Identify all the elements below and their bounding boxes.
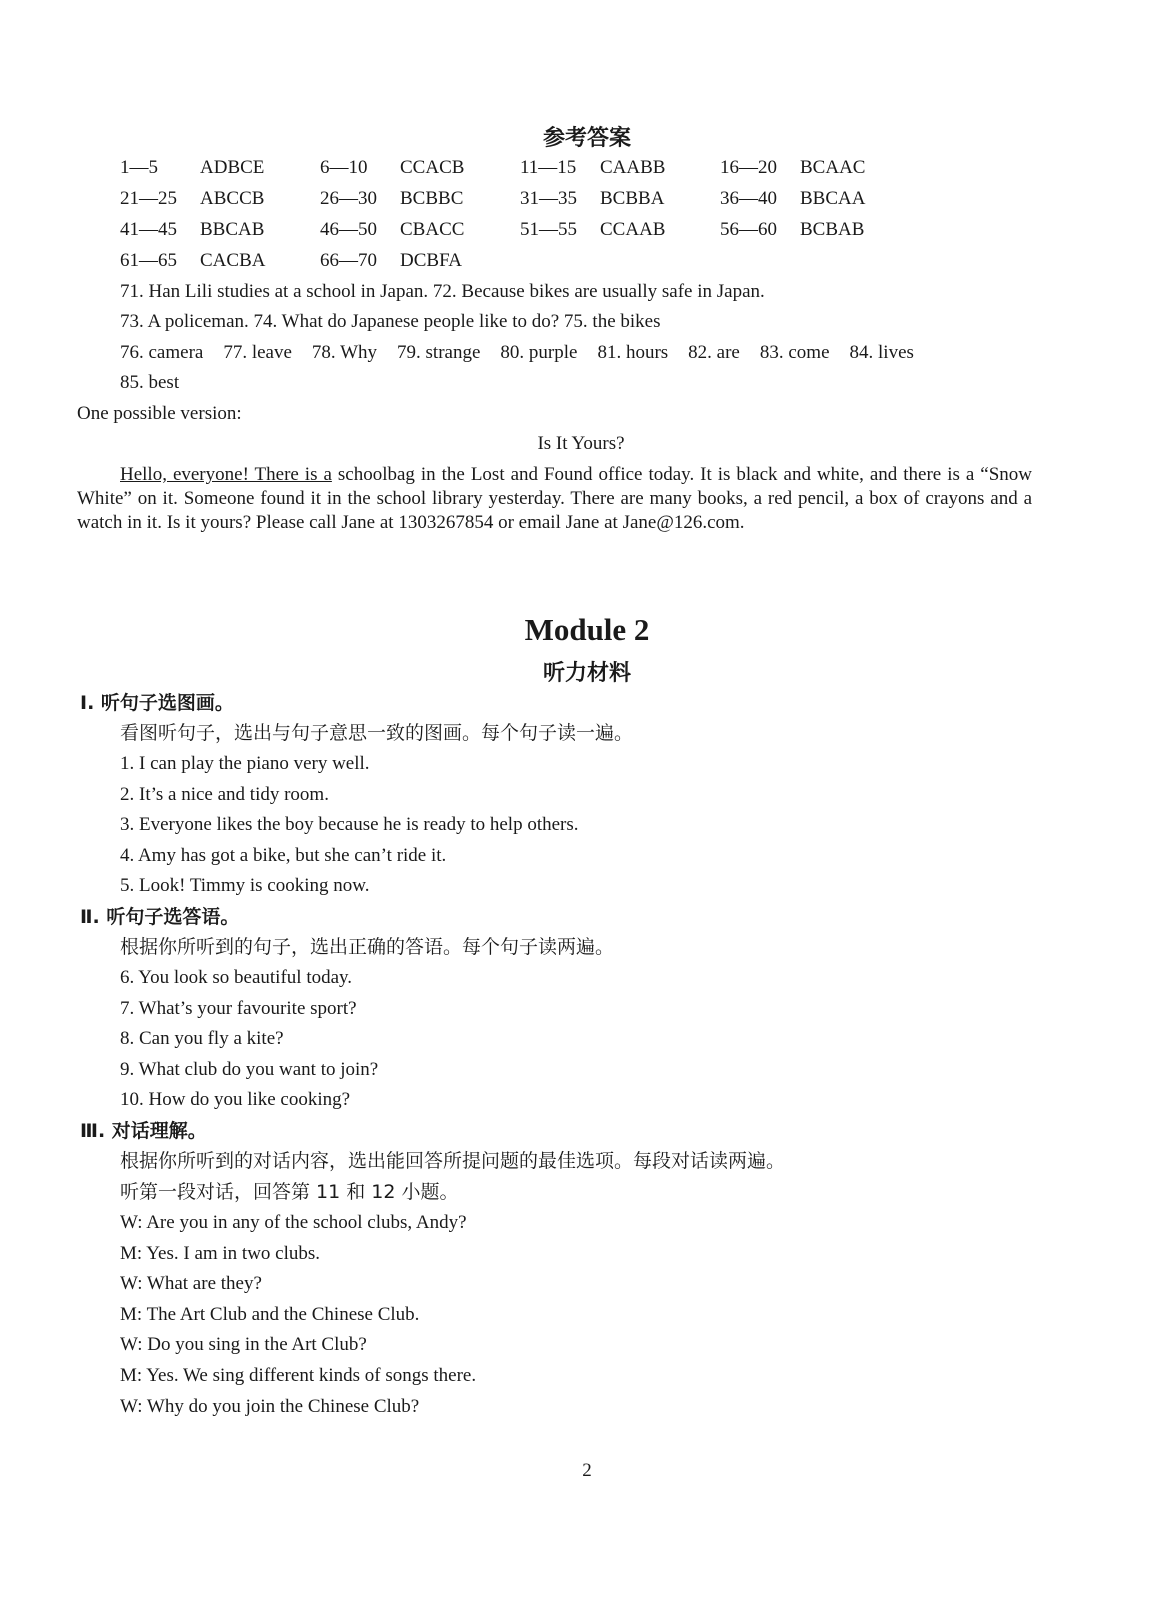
answer-cell — [120, 218, 264, 242]
question-item: 7. What’s your favourite sport? — [120, 997, 357, 1019]
short-answer-item: 78. Why — [311, 342, 378, 363]
question-item: 5. Look! Timmy is cooking now. — [120, 875, 370, 897]
question-item: 2. It’s a nice and tidy room. — [120, 783, 329, 805]
short-answer-line-1: 71. Han Lili studies at a school in Japan. 72. Because bikes are usually safe in Japan. — [120, 281, 765, 302]
answer-key: ADBCE — [200, 157, 265, 178]
short-answer-item: 81. hours — [597, 342, 669, 363]
section-3-heading: Ⅲ. 对话理解。 — [80, 1120, 207, 1142]
dialogue-line: M: The Art Club and the Chinese Club. — [120, 1303, 420, 1325]
writing-title: Is It Yours? — [537, 433, 625, 454]
short-answer-item: 84. lives — [849, 342, 914, 363]
answer-cell — [720, 187, 865, 211]
section-3-sub-instruction: 听第一段对话，回答第 11 和 12 小题。 — [120, 1181, 459, 1203]
answer-cell — [720, 156, 865, 180]
answer-cell — [120, 156, 264, 180]
question-item: 9. What club do you want to join? — [120, 1058, 379, 1080]
answer-key: DCBFA — [400, 250, 462, 271]
short-answer-line-2: 73. A policeman. 74. What do Japanese people like to do? 75. the bikes — [120, 311, 661, 332]
dialogue-line: W: Why do you join the Chinese Club? — [120, 1395, 420, 1417]
answer-cell — [320, 249, 462, 273]
answer-range: 51—55 — [520, 219, 577, 240]
page-number: 2 — [582, 1460, 592, 1481]
answer-key: BBCAA — [800, 188, 866, 209]
answer-range: 31—35 — [520, 188, 577, 209]
answer-cell — [720, 218, 864, 242]
module-subtitle: 听力材料 — [542, 661, 631, 686]
answer-key: BCAAC — [800, 157, 866, 178]
section-1-heading: Ⅰ. 听句子选图画。 — [80, 692, 234, 714]
question-item: 1. I can play the piano very well. — [120, 753, 370, 774]
answer-range: 11—15 — [520, 157, 577, 178]
dialogue-line: M: Yes. We sing different kinds of songs there. — [120, 1365, 477, 1386]
dialogue-line: W: What are they? — [120, 1273, 262, 1295]
answer-cell — [120, 187, 264, 211]
answer-range: 56—60 — [720, 219, 777, 240]
answer-key: CAABB — [600, 157, 666, 178]
module-title: Module 2 — [524, 612, 650, 647]
dialogue-line: W: Are you in any of the school clubs, Andy? — [120, 1212, 467, 1233]
answer-cell — [120, 249, 265, 273]
answer-key: BCBAB — [800, 219, 865, 240]
answers-title: 参考答案 — [542, 126, 631, 151]
answer-range: 46—50 — [320, 219, 377, 240]
short-answer-item: 82. are — [688, 342, 740, 363]
answer-range: 21—25 — [120, 188, 177, 209]
answer-key: BCBBC — [400, 188, 464, 209]
answer-cell — [320, 156, 464, 180]
answer-key: CCAAB — [600, 219, 666, 240]
section-3-instruction: 根据你所听到的对话内容，选出能回答所提问题的最佳选项。每段对话读两遍。 — [120, 1150, 786, 1172]
answer-range: 36—40 — [720, 188, 777, 209]
answer-key: CBACC — [400, 219, 465, 240]
question-item: 4. Amy has got a bike, but she can’t ride it. — [120, 844, 447, 866]
short-answer-line-3 — [120, 341, 934, 365]
short-answer-item: 80. purple — [500, 342, 578, 363]
answer-range: 1—5 — [120, 157, 158, 178]
answer-key: CACBA — [200, 250, 266, 271]
answer-key: BCBBA — [600, 188, 665, 209]
answer-cell — [320, 218, 464, 242]
writing-underlined-start: Hello, everyone! There is a — [120, 464, 332, 485]
answer-range: 26—30 — [320, 188, 377, 209]
short-answer-line-4: 85. best — [120, 372, 180, 393]
answer-cell — [520, 218, 665, 242]
answer-range: 41—45 — [120, 219, 177, 240]
question-item: 6. You look so beautiful today. — [120, 967, 353, 988]
answer-range: 6—10 — [320, 157, 368, 178]
section-2-heading: Ⅱ. 听句子选答语。 — [80, 906, 240, 928]
section-2-instruction: 根据你所听到的句子，选出正确的答语。每个句子读两遍。 — [120, 936, 615, 958]
short-answer-item: 79. strange — [397, 342, 481, 363]
answer-key: ABCCB — [200, 188, 265, 209]
section-1-instruction: 看图听句子，选出与句子意思一致的图画。每个句子读一遍。 — [120, 722, 634, 744]
writing-paragraph-rest: schoolbag in the Lost and Found office today. It is black and white, and there is a “Snow White” on it. Someone found it in the school library yesterday. There are many books, a red pencil, a box of crayons and a watch in it. Is it yours? Please call Jane at 1303267854 or email Jane at Jane@126.com. — [77, 464, 1032, 533]
answer-cell — [320, 187, 463, 211]
question-item: 3. Everyone likes the boy because he is ready to help others. — [120, 814, 579, 836]
dialogue-line: M: Yes. I am in two clubs. — [120, 1242, 321, 1264]
answer-key: BBCAB — [200, 219, 265, 240]
short-answer-item: 77. leave — [223, 342, 292, 363]
short-answer-item: 76. camera — [120, 342, 204, 363]
answer-range: 61—65 — [120, 250, 177, 271]
answer-range: 16—20 — [720, 157, 777, 178]
answer-range: 66—70 — [320, 250, 377, 271]
short-answer-item: 83. come — [759, 342, 830, 363]
question-item: 10. How do you like cooking? — [120, 1089, 351, 1111]
writing-paragraph — [77, 463, 1032, 535]
dialogue-line: W: Do you sing in the Art Club? — [120, 1334, 367, 1356]
answer-key: CCACB — [400, 157, 465, 178]
question-item: 8. Can you fly a kite? — [120, 1028, 284, 1050]
answer-cell — [520, 187, 664, 211]
writing-intro: One possible version: — [77, 403, 242, 424]
answer-cell — [520, 156, 665, 180]
